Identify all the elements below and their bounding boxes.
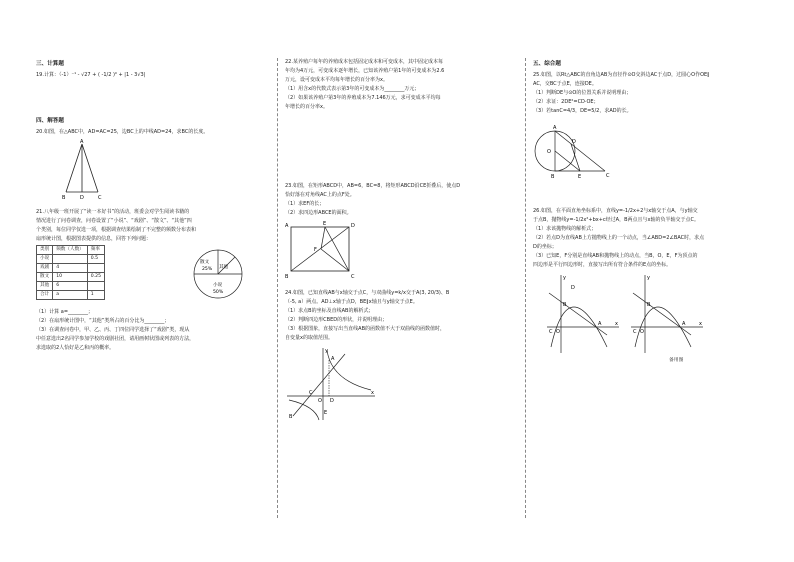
q24-line: （-5, a）两点。AD⊥x轴于点D，BE∥x轴且与y轴交于点E。 <box>285 299 418 305</box>
q24-label-b: B <box>289 414 293 420</box>
table-header: 类别 <box>37 246 53 255</box>
q26-spare-label-c: C <box>633 329 637 335</box>
q22-line: 万元，设可变成本平均每年增长的百分率为x。 <box>285 77 388 83</box>
table-cell: 0.25 <box>87 273 104 282</box>
q26-line: （3）已知E，F分别是直线AB和抛物线上的动点，当B，O，E，F为顶点的 <box>533 253 698 259</box>
q23-label-b: B <box>285 274 289 280</box>
q21-sub-line: （3）在调查问卷中，甲、乙、丙、丁四位同学选择了“戏剧”类，现从 <box>36 327 190 333</box>
q26-line: （2）若点D为直线AB上方抛物线上的一个动点，当∠ABD=2∠BAC时，求点 <box>533 235 705 241</box>
q26-spare-label-b: B <box>647 302 651 308</box>
pie-label-50: 50% <box>213 290 224 295</box>
q24-line: （2）判断四边形CBED的形状，并说明理由； <box>285 317 388 323</box>
column-3 <box>533 58 765 369</box>
question-24 <box>285 289 517 342</box>
q26-label-x: x <box>615 321 618 327</box>
q26-line: 26.如图，在平面直角坐标系中，直线y=-1/2x+2与x轴交于点A，与y轴交 <box>533 208 698 214</box>
q20-triangle-figure <box>62 138 122 200</box>
q23-label-c: C <box>351 274 355 280</box>
q26-label-a: A <box>598 321 602 327</box>
section-5-heading: 五、综合题 <box>533 61 561 67</box>
table-cell <box>87 282 104 291</box>
question-19: 19.计算：（-1）⁻¹ - √27 + ( -1/2 )⁰ + |1 - 3√3| <box>36 72 146 78</box>
q25-circle-figure <box>533 117 613 179</box>
question-21 <box>36 208 268 243</box>
table-header: 频率 <box>87 246 104 255</box>
table-row <box>37 291 105 300</box>
table-header-row <box>37 246 105 255</box>
q26-spare-label-o: O <box>640 329 644 335</box>
q23-line: （1）求EF的长； <box>285 201 325 207</box>
q21-line: 个类别，每位同学仅选一项，根据调查结果绘制了不完整的频数分布表和 <box>36 227 197 233</box>
table-cell: 4 <box>53 264 88 273</box>
pie-label-other: 其他 <box>219 265 229 270</box>
q23-label-a: A <box>285 223 289 229</box>
q24-label-e: E <box>324 410 328 416</box>
table-cell: a <box>53 291 88 300</box>
table-row <box>37 273 105 282</box>
q22-line: 年均为4万元，可变成本逐年增长，已知该养殖户第1年的可变成本为2.6 <box>285 68 445 74</box>
question-23 <box>285 182 517 217</box>
q25-label-b: B <box>551 174 555 179</box>
table-cell: 10 <box>53 273 88 282</box>
q24-label-c: C <box>309 390 313 396</box>
q25-label-e: E <box>578 174 582 179</box>
pie-label-novel: 小说 <box>213 283 223 288</box>
q24-line: 24.如图，已知直线AB与x轴交于点C，与双曲线y=k/x交于A(3, 20/3)、B <box>285 290 450 296</box>
question-26 <box>533 207 765 269</box>
q26-label-c: C <box>549 329 553 335</box>
table-cell: 合计 <box>37 291 53 300</box>
spare-figure-caption: 备用图 <box>669 358 684 363</box>
table-header: 频数（人数） <box>53 246 88 255</box>
table-cell: 散文 <box>37 273 53 282</box>
q25-label-d: D <box>572 139 576 145</box>
q24-label-y: y <box>325 348 328 354</box>
q23-label-e: E <box>323 221 327 227</box>
q26-label-o: O <box>556 329 560 335</box>
q23-line: 恰好落在对角线AC上的点F处。 <box>285 192 355 198</box>
q26-line: 四边形是平行四边形时，直接写出所有符合条件的E点的坐标。 <box>533 262 672 268</box>
question-20: 20.如图，在△ABC中，AD=AC=25，边BC上的中线AD=24，求BC的长度。 <box>36 129 209 135</box>
q20-label-a: A <box>80 139 84 145</box>
q24-hyperbola-figure <box>285 346 377 422</box>
q23-line: 23.如图，在矩形ABCD中，AB=6，BC=8，将矩形ABCD沿CE折叠后，使点D <box>285 183 461 189</box>
q24-label-o: O <box>318 398 322 404</box>
q21-line: 情况进行了问卷调查，问卷设置了“小说”、“戏剧”、“散文”、“其他”四 <box>36 218 192 224</box>
q21-line: 扇形统计图，根据图表提供的信息，回答下列问题： <box>36 236 152 242</box>
q22-line: （2）如果该养殖户第3年的养殖成本为7.146万元，求可变成本平均每 <box>285 95 441 101</box>
q21-figures <box>36 245 268 305</box>
q26-line: 于点B，抛物线y=-1/2x²+bx+c经过A，B两点且与x轴的负半轴交于点C。 <box>533 217 699 223</box>
table-cell: 0.5 <box>87 255 104 264</box>
q23-label-f: F <box>314 247 317 253</box>
q26-label-y: y <box>563 275 566 281</box>
q26-spare-label-x: x <box>699 321 702 327</box>
q21-sub-line: （1）计算 a=________； <box>36 309 94 315</box>
q25-line: （3）若tanC=4/3，DE=5/2，求AD的长。 <box>533 108 632 114</box>
q25-label-c: C <box>606 173 610 179</box>
section-4-heading: 四、解答题 <box>36 118 64 124</box>
q26-figures <box>533 273 765 369</box>
table-row <box>37 282 105 291</box>
q21-sub-line: 中任意选出2名同学参加学校的戏剧社团，请用画树状图或列表的方法， <box>36 336 195 342</box>
table-row <box>37 255 105 264</box>
q22-line: （1）用含x的代数式表示第3年的可变成本为________万元； <box>285 86 420 92</box>
q20-label-c: C <box>98 195 102 200</box>
q25-line: （2）求证：2DE²=CD·OE； <box>533 99 599 105</box>
q25-line: （1）判断DE与⊙O的位置关系并说明理由； <box>533 90 632 96</box>
frequency-table <box>36 245 105 300</box>
section-3-heading: 三、计算题 <box>36 61 64 67</box>
q26-spare-figure <box>629 273 705 355</box>
pie-label-sanwen: 散文 <box>200 260 210 265</box>
column-divider <box>277 58 278 518</box>
q26-label-d: D <box>571 285 575 291</box>
table-cell: 小说 <box>37 255 53 264</box>
q23-line: （2）求四边形ABCE的面积。 <box>285 210 352 216</box>
q24-label-d: D <box>330 398 334 404</box>
q26-label-b: B <box>563 302 567 308</box>
q23-label-d: D <box>351 223 355 229</box>
table-row <box>37 264 105 273</box>
q21-sub-line: （2）在扇形统计图中，“其他”类所占的百分比为________； <box>36 318 170 324</box>
q25-line: AC，交BC于点E，连接DE。 <box>533 81 597 87</box>
table-cell <box>87 264 104 273</box>
table-cell: 6 <box>53 282 88 291</box>
q21-line: 21.八年级一班开展了“读一本好书”的活动，班委会对学生阅读书籍的 <box>36 209 190 215</box>
pie-label-25: 25% <box>202 267 213 272</box>
pie-chart-figure <box>186 245 256 305</box>
column-2 <box>285 58 517 422</box>
question-21-subparts <box>36 308 268 352</box>
q26-spare-label-a: A <box>682 321 686 327</box>
q24-line: （1）求点B的坐标及直线AB的解析式； <box>285 308 374 314</box>
q26-parabola-figure <box>545 273 621 355</box>
q24-label-x: x <box>371 390 374 396</box>
q26-line: （1）求该抛物线的解析式； <box>533 226 597 232</box>
q22-line: 22.某养殖户每年的养殖成本包括固定成本和可变成本，其中固定成本每 <box>285 59 443 65</box>
q25-label-o: O <box>547 149 551 155</box>
table-cell: 1 <box>87 291 104 300</box>
question-22 <box>285 58 517 111</box>
q20-label-b: B <box>62 195 66 200</box>
q25-line: 25.如图，以Rt△ABC的直角边AB为直径作⊙O交斜边AC于点D，过圆心O作OE∥ <box>533 72 710 78</box>
column-1 <box>36 58 268 353</box>
table-cell: 戏剧 <box>37 264 53 273</box>
column-divider <box>525 58 526 518</box>
q25-label-a: A <box>553 125 557 131</box>
q24-line: 自变量x的取值范围。 <box>285 335 333 341</box>
q21-sub-line: 求选取的2人恰好是乙和丙的概率。 <box>36 345 115 351</box>
table-cell: 其他 <box>37 282 53 291</box>
table-cell <box>53 255 88 264</box>
q26-line: D的坐标； <box>533 244 557 250</box>
q20-label-d: D <box>80 195 84 200</box>
question-25 <box>533 71 765 115</box>
q23-rectangle-figure <box>285 221 357 281</box>
q22-line: 年增长的百分率x。 <box>285 104 328 110</box>
q24-line: （3）根据图象，直接写出当直线AB的函数值不大于双曲线的函数值时， <box>285 326 446 332</box>
q24-label-a: A <box>331 356 335 362</box>
q26-spare-label-y: y <box>647 275 650 281</box>
